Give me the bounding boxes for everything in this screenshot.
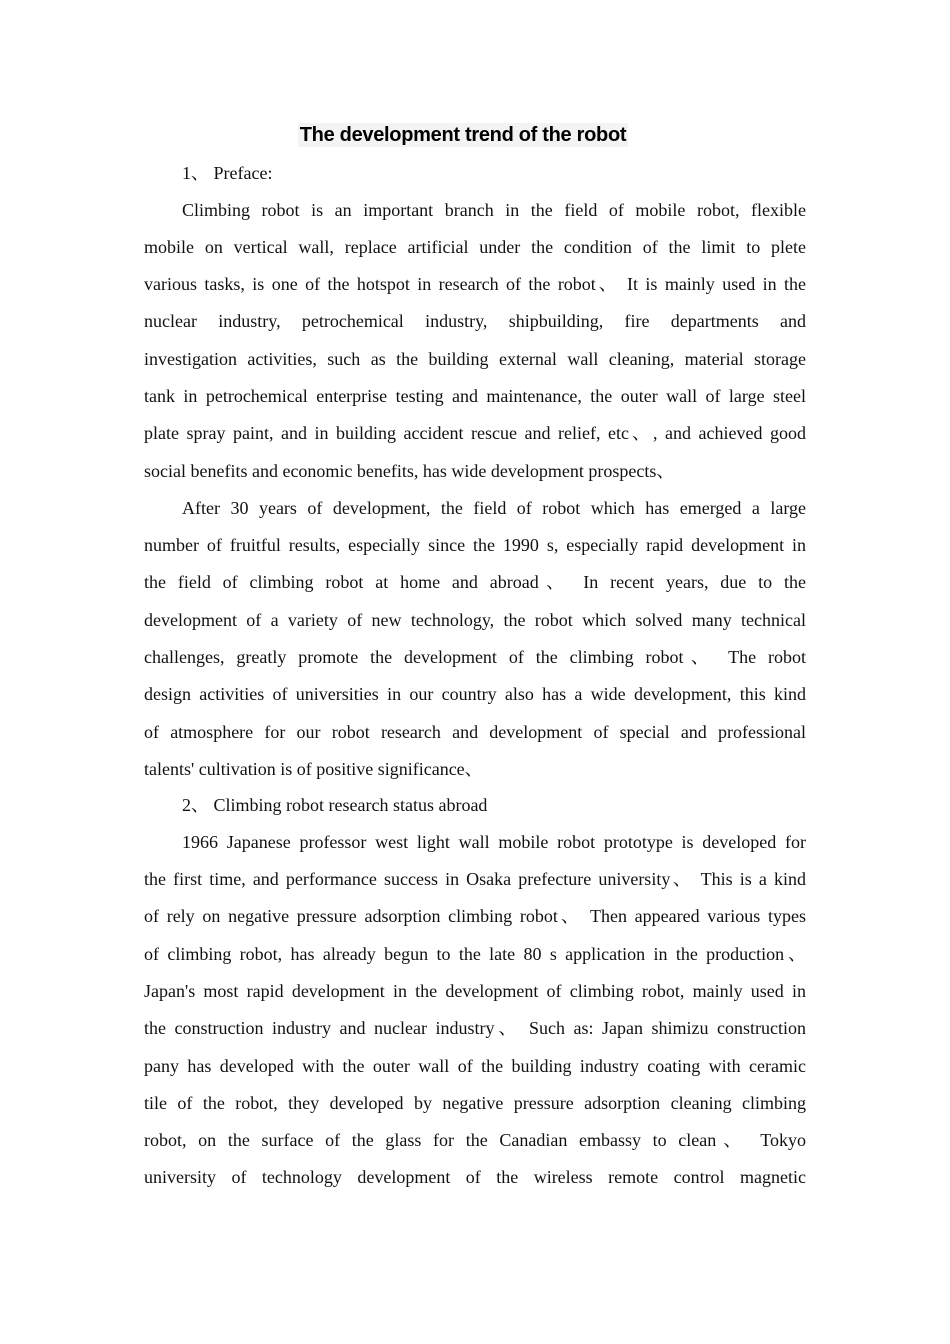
text-line: challenges, greatly promote the development of the climbing robot、 The robot bbox=[144, 647, 806, 668]
section-heading: 2、 Climbing robot research status abroad bbox=[182, 795, 488, 816]
document-body bbox=[144, 156, 806, 1197]
text-line: university of technology development of the wireless remote control magnetic bbox=[144, 1167, 806, 1188]
section bbox=[144, 788, 806, 1196]
document-title-wrap bbox=[0, 124, 926, 147]
text-line: the first time, and performance success in Osaka prefecture university、 This is a kind bbox=[144, 869, 806, 890]
section bbox=[144, 156, 806, 788]
text-line: number of fruitful results, especially since the 1990 s, especially rapid development in bbox=[144, 535, 806, 556]
text-line: the field of climbing robot at home and abroad、 In recent years, due to the bbox=[144, 572, 806, 593]
text-line: 1966 Japanese professor west light wall mobile robot prototype is developed for bbox=[182, 831, 806, 852]
text-line: After 30 years of development, the field of robot which has emerged a large bbox=[182, 497, 806, 518]
paragraph bbox=[144, 192, 806, 490]
text-line: plate spray paint, and in building accident rescue and relief, etc、, and achieved good bbox=[144, 423, 806, 444]
text-line: nuclear industry, petrochemical industry, shipbuilding, fire departments and bbox=[144, 311, 806, 332]
text-line: pany has developed with the outer wall of the building industry coating with ceramic bbox=[144, 1055, 806, 1076]
text-line: talents' cultivation is of positive significance、 bbox=[144, 758, 483, 779]
text-line: of climbing robot, has already begun to the late 80 s application in the production、 bbox=[144, 943, 806, 964]
text-line: mobile on vertical wall, replace artificial under the condition of the limit to plete bbox=[144, 236, 806, 257]
text-line: Japan's most rapid development in the development of climbing robot, mainly used in bbox=[144, 980, 806, 1001]
text-line: tank in petrochemical enterprise testing and maintenance, the outer wall of large steel bbox=[144, 385, 806, 406]
paragraph bbox=[144, 824, 806, 1197]
text-line: of atmosphere for our robot research and development of special and professional bbox=[144, 721, 806, 742]
text-line: the construction industry and nuclear industry、 Such as: Japan shimizu construction bbox=[144, 1018, 806, 1039]
text-line: tile of the robot, they developed by negative pressure adsorption cleaning climbing bbox=[144, 1092, 806, 1113]
text-line: of rely on negative pressure adsorption climbing robot、 Then appeared various types bbox=[144, 906, 806, 927]
text-line: Climbing robot is an important branch in the field of mobile robot, flexible bbox=[182, 199, 806, 220]
paragraph bbox=[144, 490, 806, 788]
text-line: robot, on the surface of the glass for the Canadian embassy to clean、 Tokyo bbox=[144, 1130, 806, 1151]
text-line: development of a variety of new technology, the robot which solved many technical bbox=[144, 609, 806, 630]
text-line: social benefits and economic benefits, has wide development prospects、 bbox=[144, 460, 675, 481]
document-title: The development trend of the robot bbox=[299, 124, 627, 146]
section-heading: 1、 Preface: bbox=[182, 163, 273, 183]
text-line: investigation activities, such as the building external wall cleaning, material storage bbox=[144, 348, 806, 369]
text-line: design activities of universities in our country also has a wide development, this kind bbox=[144, 684, 806, 705]
text-line: various tasks, is one of the hotspot in research of the robot、 It is mainly used in the bbox=[144, 274, 806, 295]
